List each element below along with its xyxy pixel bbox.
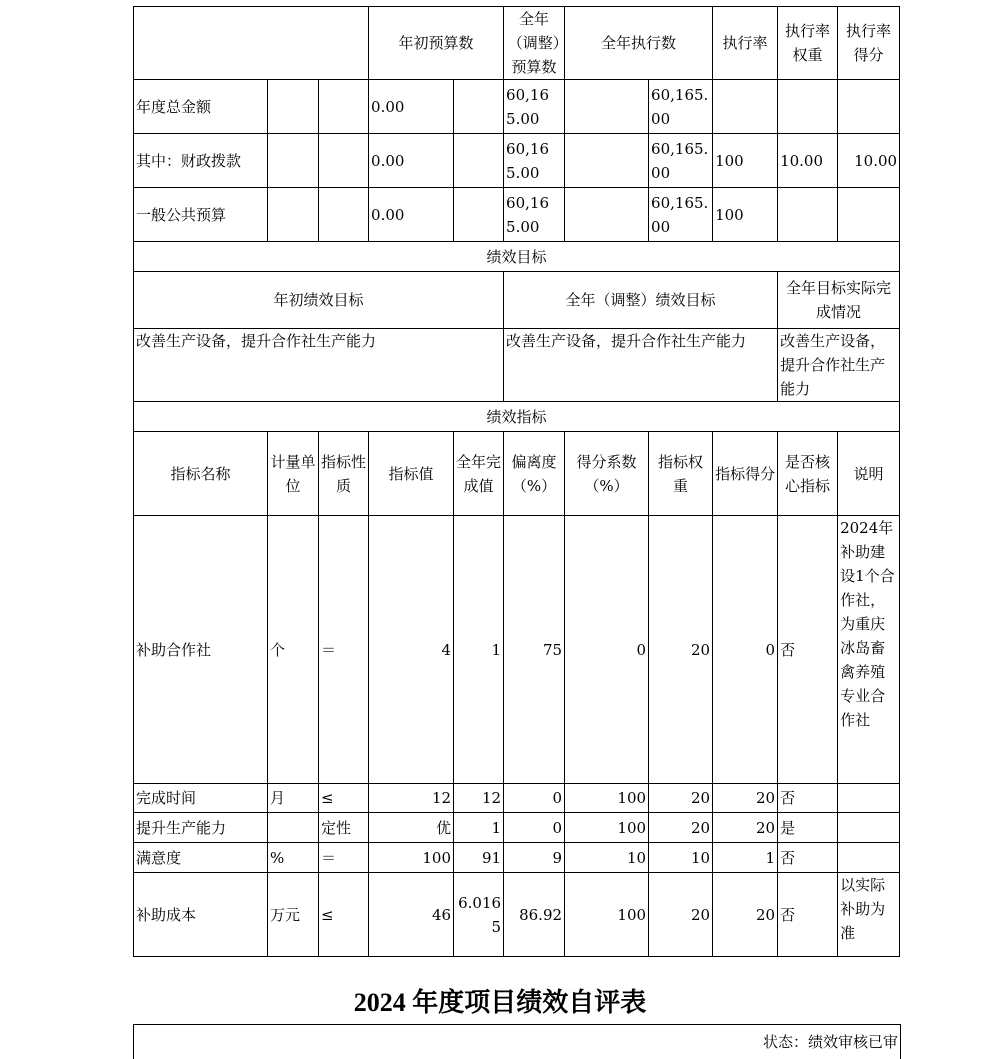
indicator-value: 优: [369, 813, 454, 843]
goals-adjusted-header: 全年（调整）绩效目标: [504, 272, 778, 329]
indicator-unit: 万元: [268, 873, 319, 957]
budget-score-value: [838, 80, 900, 134]
indicator-value: 46: [369, 873, 454, 957]
budget-blank-cell: [454, 188, 504, 242]
budget-initial-value: 0.00: [369, 134, 454, 188]
indicator-nature: ≤: [319, 873, 369, 957]
indicator-core: 是: [778, 813, 838, 843]
budget-row: [134, 188, 900, 242]
ind-header-core: 是否核心指标: [778, 432, 838, 516]
budget-score-value: [838, 188, 900, 242]
goals-section-row: [134, 242, 900, 272]
budget-row-label: 一般公共预算: [134, 188, 268, 242]
indicator-deviation: 75: [504, 516, 565, 784]
indicator-weight: 10: [649, 843, 713, 873]
indicator-completed: 6.0165: [454, 873, 504, 957]
budget-adjusted-value: 60,165.00: [504, 80, 565, 134]
goals-actual-header: 全年目标实际完成情况: [778, 272, 900, 329]
indicator-deviation: 86.92: [504, 873, 565, 957]
indicator-score: 20: [713, 873, 778, 957]
goals-initial-text: 改善生产设备，提升合作社生产能力: [134, 329, 504, 402]
indicator-name: 补助成本: [134, 873, 268, 957]
indicator-core: 否: [778, 873, 838, 957]
indicator-unit: %: [268, 843, 319, 873]
ind-header-score: 指标得分: [713, 432, 778, 516]
indicator-unit: 个: [268, 516, 319, 784]
indicator-name: 完成时间: [134, 784, 268, 813]
budget-header-row: [134, 7, 900, 80]
budget-blank-cell: [268, 188, 319, 242]
indicator-core: 否: [778, 516, 838, 784]
indicator-completed: 1: [454, 516, 504, 784]
indicator-note: 以实际补助为准: [838, 873, 900, 957]
goals-initial-header: 年初绩效目标: [134, 272, 504, 329]
indicator-score: 0: [713, 516, 778, 784]
indicator-completed: 91: [454, 843, 504, 873]
indicator-coef: 10: [565, 843, 649, 873]
goals-content-row: [134, 329, 900, 402]
indicator-nature: ＝: [319, 516, 369, 784]
goals-header-row: [134, 272, 900, 329]
ind-header-unit: 计量单位: [268, 432, 319, 516]
budget-blank-cell: [454, 134, 504, 188]
budget-executed-value: 60,165.00: [649, 188, 713, 242]
budget-row-label: 年度总金额: [134, 80, 268, 134]
budget-blank-cell: [454, 80, 504, 134]
indicator-name: 补助合作社: [134, 516, 268, 784]
header-executed: 全年执行数: [565, 7, 713, 80]
indicator-coef: 100: [565, 784, 649, 813]
indicator-value: 100: [369, 843, 454, 873]
budget-blank-cell: [319, 134, 369, 188]
ind-header-weight: 指标权重: [649, 432, 713, 516]
budget-initial-value: 0.00: [369, 188, 454, 242]
indicator-note: [838, 843, 900, 873]
budget-header-blank: [134, 7, 369, 80]
ind-header-nature: 指标性质: [319, 432, 369, 516]
budget-weight-value: [778, 188, 838, 242]
indicator-row: [134, 516, 900, 784]
budget-executed-value: 60,165.00: [649, 80, 713, 134]
goals-adjusted-text: 改善生产设备，提升合作社生产能力: [504, 329, 778, 402]
indicator-name: 满意度: [134, 843, 268, 873]
indicator-nature: ＝: [319, 843, 369, 873]
indicator-nature: ≤: [319, 784, 369, 813]
indicator-weight: 20: [649, 813, 713, 843]
ind-header-coef: 得分系数（%）: [565, 432, 649, 516]
budget-blank-cell: [268, 134, 319, 188]
indicator-score: 20: [713, 784, 778, 813]
indicator-weight: 20: [649, 516, 713, 784]
indicator-score: 1: [713, 843, 778, 873]
status-text: 状态：绩效审核已审: [133, 1024, 901, 1059]
indicator-nature: 定性: [319, 813, 369, 843]
budget-rate-value: 100: [713, 134, 778, 188]
budget-weight-value: 10.00: [778, 134, 838, 188]
budget-rate-value: [713, 80, 778, 134]
indicators-section-title: 绩效指标: [134, 402, 900, 432]
indicator-score: 20: [713, 813, 778, 843]
indicator-note: 2024年补助建设1个合作社，为重庆冰岛畜禽养殖专业合作社: [838, 516, 900, 784]
budget-blank-cell: [319, 188, 369, 242]
indicator-coef: 0: [565, 516, 649, 784]
ind-header-deviation: 偏离度（%）: [504, 432, 565, 516]
indicator-row: [134, 843, 900, 873]
indicator-deviation: 0: [504, 784, 565, 813]
indicator-note: [838, 813, 900, 843]
indicator-weight: 20: [649, 873, 713, 957]
budget-weight-value: [778, 80, 838, 134]
indicator-core: 否: [778, 843, 838, 873]
budget-row: [134, 80, 900, 134]
performance-table: [133, 6, 900, 957]
indicator-completed: 12: [454, 784, 504, 813]
budget-adjusted-value: 60,165.00: [504, 134, 565, 188]
header-weight: 执行率权重: [778, 7, 838, 80]
goals-section-title: 绩效目标: [134, 242, 900, 272]
indicator-row: [134, 813, 900, 843]
ind-header-completed: 全年完成值: [454, 432, 504, 516]
header-initial-budget: 年初预算数: [369, 7, 504, 80]
page-title: 2024 年度项目绩效自评表: [353, 988, 647, 1017]
indicator-name: 提升生产能力: [134, 813, 268, 843]
indicator-unit: [268, 813, 319, 843]
indicator-weight: 20: [649, 784, 713, 813]
indicator-deviation: 9: [504, 843, 565, 873]
indicator-value: 12: [369, 784, 454, 813]
goals-actual-text: 改善生产设备，提升合作社生产能力: [778, 329, 900, 402]
indicator-coef: 100: [565, 873, 649, 957]
indicator-row: [134, 873, 900, 957]
ind-header-note: 说明: [838, 432, 900, 516]
budget-blank-cell: [319, 80, 369, 134]
indicator-coef: 100: [565, 813, 649, 843]
ind-header-value: 指标值: [369, 432, 454, 516]
indicator-unit: 月: [268, 784, 319, 813]
budget-rate-value: 100: [713, 188, 778, 242]
indicator-completed: 1: [454, 813, 504, 843]
budget-adjusted-value: 60,165.00: [504, 188, 565, 242]
indicator-core: 否: [778, 784, 838, 813]
header-score: 执行率得分: [838, 7, 900, 80]
indicators-section-row: [134, 402, 900, 432]
indicator-note: [838, 784, 900, 813]
budget-executed-value: 60,165.00: [649, 134, 713, 188]
budget-blank-cell: [565, 80, 649, 134]
budget-blank-cell: [268, 80, 319, 134]
header-adjusted-budget: 全年（调整）预算数: [504, 7, 565, 80]
header-rate: 执行率: [713, 7, 778, 80]
indicators-header-row: [134, 432, 900, 516]
budget-blank-cell: [565, 134, 649, 188]
ind-header-name: 指标名称: [134, 432, 268, 516]
indicator-row: [134, 784, 900, 813]
budget-blank-cell: [565, 188, 649, 242]
budget-row-label: 其中：财政拨款: [134, 134, 268, 188]
budget-row: [134, 134, 900, 188]
budget-score-value: 10.00: [838, 134, 900, 188]
budget-initial-value: 0.00: [369, 80, 454, 134]
indicator-value: 4: [369, 516, 454, 784]
indicator-deviation: 0: [504, 813, 565, 843]
